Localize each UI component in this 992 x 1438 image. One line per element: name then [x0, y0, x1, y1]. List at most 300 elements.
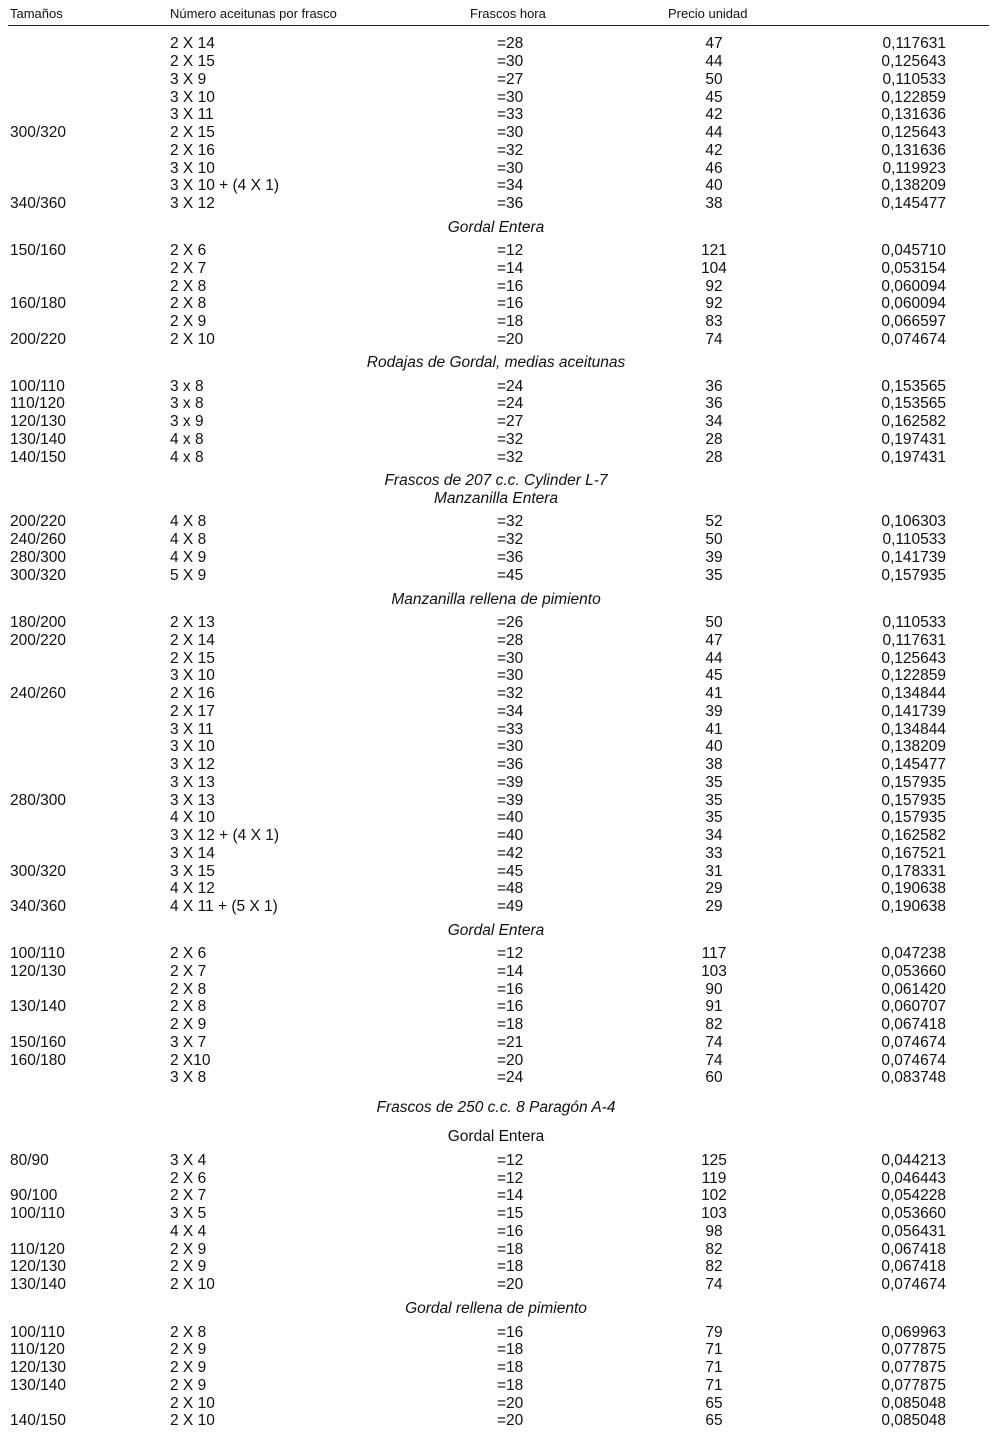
cell-frascos-count: 44 — [705, 53, 723, 70]
table-row — [0, 963, 992, 981]
cell-frascos-count: 104 — [701, 260, 727, 277]
cell-frascos-hora: =12 — [497, 1152, 524, 1169]
cell-precio: 0,061420 — [881, 981, 946, 998]
cell-frascos-hora: =33 — [497, 721, 524, 738]
table-row — [0, 1034, 992, 1052]
cell-tamano: 90/100 — [10, 1187, 58, 1204]
cell-frascos-hora: =27 — [497, 71, 524, 88]
cell-precio: 0,134844 — [881, 685, 946, 702]
cell-aceitunas: 2 X 15 — [170, 53, 215, 70]
cell-precio: 0,046443 — [881, 1170, 946, 1187]
table-row — [0, 1187, 992, 1205]
cell-precio: 0,077875 — [881, 1377, 946, 1394]
table-row — [0, 614, 992, 632]
cell-precio: 0,141739 — [881, 549, 946, 566]
cell-precio: 0,074674 — [881, 1034, 946, 1051]
cell-frascos-count: 74 — [705, 1034, 723, 1051]
cell-tamano: 200/220 — [10, 513, 67, 530]
table-row — [0, 71, 992, 89]
cell-precio: 0,077875 — [881, 1341, 946, 1358]
cell-frascos-count: 38 — [705, 195, 723, 212]
cell-frascos-count: 39 — [705, 703, 723, 720]
cell-aceitunas: 2 X 7 — [170, 260, 207, 277]
cell-precio: 0,069963 — [881, 1324, 946, 1341]
cell-aceitunas: 3 x 9 — [170, 413, 204, 430]
table-row — [0, 106, 992, 124]
table-row — [0, 1069, 992, 1087]
cell-aceitunas: 4 X 9 — [170, 549, 207, 566]
section-heading: Manzanilla rellena de pimiento — [391, 591, 601, 608]
cell-tamano: 340/360 — [10, 195, 67, 212]
cell-frascos-hora: =28 — [497, 632, 524, 649]
header-precio-unidad: Precio unidad — [668, 6, 748, 21]
cell-frascos-count: 119 — [701, 1170, 727, 1187]
cell-aceitunas: 3 X 13 — [170, 792, 215, 809]
cell-aceitunas: 4 x 8 — [170, 431, 204, 448]
cell-aceitunas: 5 X 9 — [170, 567, 207, 584]
cell-precio: 0,197431 — [881, 431, 946, 448]
cell-frascos-hora: =40 — [497, 827, 524, 844]
cell-tamano: 160/180 — [10, 295, 67, 312]
cell-frascos-hora: =39 — [497, 774, 524, 791]
cell-tamano: 280/300 — [10, 549, 67, 566]
cell-aceitunas: 2 X 13 — [170, 614, 215, 631]
cell-frascos-hora: =12 — [497, 242, 524, 259]
cell-frascos-hora: =32 — [497, 685, 524, 702]
cell-tamano: 110/120 — [10, 395, 65, 412]
cell-frascos-count: 41 — [705, 721, 723, 738]
cell-frascos-count: 71 — [705, 1341, 723, 1358]
table-row — [0, 567, 992, 585]
cell-frascos-hora: =30 — [497, 738, 524, 755]
cell-frascos-hora: =16 — [497, 981, 524, 998]
cell-tamano: 140/150 — [10, 1412, 67, 1429]
cell-frascos-hora: =20 — [497, 331, 524, 348]
cell-precio: 0,138209 — [881, 177, 946, 194]
cell-aceitunas: 3 X 15 — [170, 863, 215, 880]
cell-precio: 0,145477 — [881, 195, 946, 212]
cell-frascos-hora: =32 — [497, 449, 524, 466]
cell-frascos-hora: =36 — [497, 195, 524, 212]
cell-frascos-hora: =30 — [497, 160, 524, 177]
cell-aceitunas: 3 X 11 — [170, 721, 214, 738]
cell-frascos-count: 35 — [705, 567, 723, 584]
header-tamanos: Tamaños — [10, 6, 63, 21]
table-row — [0, 1170, 992, 1188]
cell-aceitunas: 2 X 17 — [170, 703, 215, 720]
cell-aceitunas: 3 x 8 — [170, 395, 204, 412]
table-row — [0, 685, 992, 703]
cell-frascos-count: 36 — [705, 395, 723, 412]
cell-frascos-count: 35 — [705, 792, 723, 809]
cell-tamano: 300/320 — [10, 567, 67, 584]
cell-aceitunas: 2 X 9 — [170, 1359, 207, 1376]
cell-precio: 0,162582 — [881, 413, 946, 430]
cell-frascos-count: 29 — [705, 880, 723, 897]
cell-aceitunas: 3 X 10 — [170, 738, 215, 755]
cell-frascos-count: 98 — [705, 1223, 723, 1240]
cell-tamano: 110/120 — [10, 1241, 65, 1258]
table-row — [0, 845, 992, 863]
table-row — [0, 549, 992, 567]
cell-frascos-count: 92 — [705, 278, 723, 295]
cell-tamano: 180/200 — [10, 614, 67, 631]
cell-precio: 0,045710 — [881, 242, 946, 259]
table-row — [0, 395, 992, 413]
table-row — [0, 756, 992, 774]
table-row — [0, 331, 992, 349]
cell-frascos-hora: =45 — [497, 567, 524, 584]
table-row — [0, 278, 992, 296]
cell-precio: 0,056431 — [881, 1223, 946, 1240]
cell-frascos-count: 74 — [705, 331, 723, 348]
cell-aceitunas: 4 X 8 — [170, 531, 207, 548]
cell-aceitunas: 3 X 12 — [170, 756, 215, 773]
cell-precio: 0,067418 — [881, 1016, 946, 1033]
cell-aceitunas: 3 X 10 — [170, 160, 215, 177]
cell-frascos-hora: =34 — [497, 177, 524, 194]
table-row — [0, 998, 992, 1016]
cell-frascos-count: 82 — [705, 1241, 723, 1258]
cell-frascos-hora: =48 — [497, 880, 524, 897]
cell-aceitunas: 2 X 9 — [170, 1341, 207, 1358]
cell-aceitunas: 2 X 10 — [170, 1276, 215, 1293]
cell-frascos-hora: =15 — [497, 1205, 524, 1222]
cell-precio: 0,131636 — [881, 142, 946, 159]
cell-frascos-count: 50 — [705, 531, 723, 548]
table-row — [0, 1377, 992, 1395]
cell-frascos-hora: =32 — [497, 513, 524, 530]
cell-frascos-hora: =12 — [497, 1170, 524, 1187]
cell-frascos-hora: =20 — [497, 1412, 524, 1429]
cell-frascos-hora: =18 — [497, 1359, 524, 1376]
table-row — [0, 738, 992, 756]
cell-precio: 0,157935 — [881, 809, 946, 826]
cell-frascos-count: 34 — [705, 413, 723, 430]
cell-frascos-count: 35 — [705, 774, 723, 791]
cell-tamano: 200/220 — [10, 331, 67, 348]
cell-frascos-count: 41 — [705, 685, 723, 702]
cell-frascos-count: 60 — [705, 1069, 723, 1086]
cell-precio: 0,190638 — [881, 880, 946, 897]
cell-tamano: 100/110 — [10, 1324, 65, 1341]
cell-precio: 0,067418 — [881, 1241, 946, 1258]
table-row — [0, 242, 992, 260]
cell-frascos-count: 92 — [705, 295, 723, 312]
cell-precio: 0,119923 — [882, 160, 946, 177]
table-row — [0, 177, 992, 195]
table-row — [0, 1152, 992, 1170]
cell-aceitunas: 3 X 11 — [170, 106, 214, 123]
cell-aceitunas: 3 X 4 — [170, 1152, 207, 1169]
cell-frascos-count: 29 — [705, 898, 723, 915]
cell-aceitunas: 3 X 10 + (4 X 1) — [170, 177, 279, 194]
cell-aceitunas: 4 X 4 — [170, 1223, 207, 1240]
table-row — [0, 774, 992, 792]
table-row — [0, 981, 992, 999]
cell-frascos-count: 45 — [705, 667, 723, 684]
cell-frascos-hora: =32 — [497, 142, 524, 159]
cell-frascos-hora: =18 — [497, 1016, 524, 1033]
cell-precio: 0,157935 — [881, 774, 946, 791]
cell-frascos-hora: =36 — [497, 549, 524, 566]
cell-aceitunas: 3 X 13 — [170, 774, 215, 791]
table-row — [0, 413, 992, 431]
table-row — [0, 721, 992, 739]
cell-tamano: 120/130 — [10, 1258, 67, 1275]
cell-frascos-count: 71 — [705, 1359, 723, 1376]
table-row — [0, 35, 992, 53]
cell-aceitunas: 3 x 8 — [170, 378, 204, 395]
cell-precio: 0,067418 — [881, 1258, 946, 1275]
cell-precio: 0,060094 — [881, 278, 946, 295]
cell-frascos-count: 121 — [701, 242, 727, 259]
cell-precio: 0,197431 — [881, 449, 946, 466]
cell-precio: 0,074674 — [881, 1052, 946, 1069]
cell-tamano: 300/320 — [10, 863, 67, 880]
cell-frascos-count: 83 — [705, 313, 723, 330]
cell-aceitunas: 2 X 16 — [170, 142, 215, 159]
table-row — [0, 898, 992, 916]
cell-tamano: 300/320 — [10, 124, 67, 141]
cell-aceitunas: 4 x 8 — [170, 449, 204, 466]
cell-frascos-hora: =16 — [497, 998, 524, 1015]
table-row — [0, 313, 992, 331]
cell-frascos-count: 91 — [705, 998, 723, 1015]
table-row — [0, 880, 992, 898]
section-heading: Frascos de 207 c.c. Cylinder L-7 — [384, 472, 608, 489]
cell-precio: 0,122859 — [881, 89, 946, 106]
table-row — [0, 195, 992, 213]
cell-frascos-count: 65 — [705, 1395, 723, 1412]
cell-frascos-count: 50 — [705, 71, 723, 88]
cell-frascos-count: 40 — [705, 177, 723, 194]
cell-aceitunas: 2 X 9 — [170, 313, 207, 330]
cell-frascos-hora: =18 — [497, 1377, 524, 1394]
cell-precio: 0,060707 — [881, 998, 946, 1015]
cell-precio: 0,125643 — [881, 124, 946, 141]
table-row — [0, 1341, 992, 1359]
cell-frascos-hora: =16 — [497, 278, 524, 295]
cell-frascos-count: 90 — [705, 981, 723, 998]
table-row — [0, 863, 992, 881]
cell-precio: 0,053660 — [881, 963, 946, 980]
cell-aceitunas: 2 X 9 — [170, 1258, 207, 1275]
cell-precio: 0,110533 — [882, 531, 946, 548]
cell-aceitunas: 2 X 6 — [170, 945, 207, 962]
cell-aceitunas: 2 X 8 — [170, 998, 207, 1015]
section-heading: Gordal rellena de pimiento — [405, 1300, 587, 1317]
cell-aceitunas: 3 X 7 — [170, 1034, 207, 1051]
cell-frascos-count: 103 — [701, 1205, 727, 1222]
cell-frascos-hora: =16 — [497, 1324, 524, 1341]
cell-aceitunas: 4 X 8 — [170, 513, 207, 530]
cell-frascos-hora: =18 — [497, 1258, 524, 1275]
cell-frascos-count: 50 — [705, 614, 723, 631]
cell-frascos-hora: =30 — [497, 89, 524, 106]
table-row — [0, 1205, 992, 1223]
cell-precio: 0,162582 — [881, 827, 946, 844]
cell-aceitunas: 2 X 10 — [170, 1412, 215, 1429]
cell-precio: 0,053660 — [881, 1205, 946, 1222]
cell-frascos-hora: =40 — [497, 809, 524, 826]
cell-frascos-count: 35 — [705, 809, 723, 826]
cell-precio: 0,047238 — [881, 945, 946, 962]
cell-tamano: 340/360 — [10, 898, 67, 915]
cell-frascos-hora: =18 — [497, 313, 524, 330]
table-row — [0, 632, 992, 650]
cell-tamano: 140/150 — [10, 449, 67, 466]
table-row — [0, 1359, 992, 1377]
cell-aceitunas: 2 X 9 — [170, 1016, 207, 1033]
table-row — [0, 1223, 992, 1241]
cell-aceitunas: 3 X 12 — [170, 195, 215, 212]
section-heading: Gordal Entera — [447, 922, 545, 939]
cell-tamano: 160/180 — [10, 1052, 67, 1069]
cell-aceitunas: 2 X 9 — [170, 1377, 207, 1394]
cell-frascos-hora: =33 — [497, 106, 524, 123]
cell-precio: 0,157935 — [881, 792, 946, 809]
cell-precio: 0,085048 — [881, 1395, 946, 1412]
cell-aceitunas: 2 X 8 — [170, 295, 207, 312]
table-row — [0, 1276, 992, 1294]
cell-aceitunas: 3 X 8 — [170, 1069, 207, 1086]
cell-precio: 0,153565 — [881, 378, 946, 395]
table-row — [0, 667, 992, 685]
table-row — [0, 53, 992, 71]
cell-precio: 0,044213 — [881, 1152, 946, 1169]
cell-frascos-count: 47 — [705, 35, 723, 52]
table-row — [0, 703, 992, 721]
cell-frascos-count: 42 — [705, 142, 723, 159]
cell-frascos-hora: =14 — [497, 963, 524, 980]
cell-precio: 0,157935 — [881, 567, 946, 584]
cell-precio: 0,138209 — [881, 738, 946, 755]
cell-aceitunas: 2 X 16 — [170, 685, 215, 702]
cell-frascos-count: 82 — [705, 1258, 723, 1275]
table-row — [0, 124, 992, 142]
cell-aceitunas: 3 X 9 — [170, 71, 207, 88]
cell-precio: 0,125643 — [881, 650, 946, 667]
cell-precio: 0,190638 — [881, 898, 946, 915]
cell-precio: 0,054228 — [881, 1187, 946, 1204]
cell-aceitunas: 2 X 7 — [170, 1187, 207, 1204]
cell-aceitunas: 3 X 12 + (4 X 1) — [170, 827, 279, 844]
cell-frascos-hora: =30 — [497, 53, 524, 70]
cell-precio: 0,141739 — [881, 703, 946, 720]
table-row — [0, 142, 992, 160]
section-heading: Frascos de 250 c.c. 8 Paragón A-4 — [376, 1099, 616, 1116]
cell-frascos-count: 46 — [705, 160, 723, 177]
table-row — [0, 378, 992, 396]
cell-frascos-hora: =39 — [497, 792, 524, 809]
section-heading: Gordal Entera — [447, 1128, 545, 1145]
cell-frascos-hora: =20 — [497, 1395, 524, 1412]
section-heading: Rodajas de Gordal, medias aceitunas — [366, 354, 626, 371]
cell-tamano: 240/260 — [10, 685, 67, 702]
cell-precio: 0,131636 — [881, 106, 946, 123]
cell-frascos-count: 47 — [705, 632, 723, 649]
cell-tamano: 130/140 — [10, 431, 67, 448]
table-row — [0, 1052, 992, 1070]
cell-frascos-count: 34 — [705, 827, 723, 844]
cell-tamano: 130/140 — [10, 1377, 67, 1394]
header-numero-aceitunas: Número aceitunas por frasco — [170, 6, 337, 21]
cell-precio: 0,145477 — [881, 756, 946, 773]
cell-aceitunas: 2 X 9 — [170, 1241, 207, 1258]
cell-aceitunas: 4 X 12 — [170, 880, 215, 897]
cell-tamano: 150/160 — [10, 1034, 67, 1051]
cell-frascos-hora: =36 — [497, 756, 524, 773]
cell-precio: 0,134844 — [881, 721, 946, 738]
cell-frascos-count: 28 — [705, 449, 723, 466]
cell-frascos-count: 42 — [705, 106, 723, 123]
table-row — [0, 650, 992, 668]
table-row — [0, 531, 992, 549]
cell-tamano: 200/220 — [10, 632, 67, 649]
cell-precio: 0,117631 — [882, 35, 946, 52]
cell-tamano: 120/130 — [10, 963, 67, 980]
cell-frascos-count: 65 — [705, 1412, 723, 1429]
cell-frascos-hora: =32 — [497, 431, 524, 448]
cell-frascos-count: 82 — [705, 1016, 723, 1033]
table-row — [0, 260, 992, 278]
cell-precio: 0,167521 — [881, 845, 946, 862]
table-row — [0, 513, 992, 531]
cell-precio: 0,066597 — [881, 313, 946, 330]
table-row — [0, 431, 992, 449]
cell-precio: 0,060094 — [881, 295, 946, 312]
cell-precio: 0,178331 — [881, 863, 946, 880]
cell-frascos-hora: =20 — [497, 1052, 524, 1069]
cell-frascos-hora: =24 — [497, 378, 524, 395]
cell-frascos-count: 44 — [705, 650, 723, 667]
cell-precio: 0,125643 — [881, 53, 946, 70]
cell-frascos-hora: =32 — [497, 531, 524, 548]
cell-tamano: 130/140 — [10, 998, 67, 1015]
cell-frascos-count: 79 — [705, 1324, 723, 1341]
cell-tamano: 100/110 — [10, 378, 65, 395]
cell-aceitunas: 2 X10 — [170, 1052, 211, 1069]
cell-tamano: 80/90 — [10, 1152, 49, 1169]
cell-precio: 0,117631 — [882, 632, 946, 649]
cell-precio: 0,077875 — [881, 1359, 946, 1376]
cell-frascos-count: 33 — [705, 845, 723, 862]
cell-frascos-hora: =18 — [497, 1341, 524, 1358]
cell-aceitunas: 3 X 5 — [170, 1205, 207, 1222]
cell-aceitunas: 3 X 14 — [170, 845, 215, 862]
cell-aceitunas: 3 X 10 — [170, 667, 215, 684]
cell-tamano: 120/130 — [10, 413, 67, 430]
cell-frascos-hora: =26 — [497, 614, 524, 631]
cell-aceitunas: 2 X 7 — [170, 963, 207, 980]
cell-aceitunas: 2 X 6 — [170, 242, 207, 259]
cell-frascos-hora: =45 — [497, 863, 524, 880]
cell-frascos-count: 125 — [701, 1152, 727, 1169]
cell-precio: 0,106303 — [881, 513, 946, 530]
table-row — [0, 1412, 992, 1430]
cell-aceitunas: 2 X 8 — [170, 981, 207, 998]
cell-frascos-count: 102 — [701, 1187, 727, 1204]
cell-frascos-count: 117 — [701, 945, 727, 962]
table-row — [0, 1324, 992, 1342]
table-row — [0, 827, 992, 845]
table-row — [0, 1258, 992, 1276]
cell-aceitunas: 4 X 10 — [170, 809, 215, 826]
cell-frascos-hora: =16 — [497, 295, 524, 312]
table-row — [0, 449, 992, 467]
cell-frascos-hora: =30 — [497, 124, 524, 141]
